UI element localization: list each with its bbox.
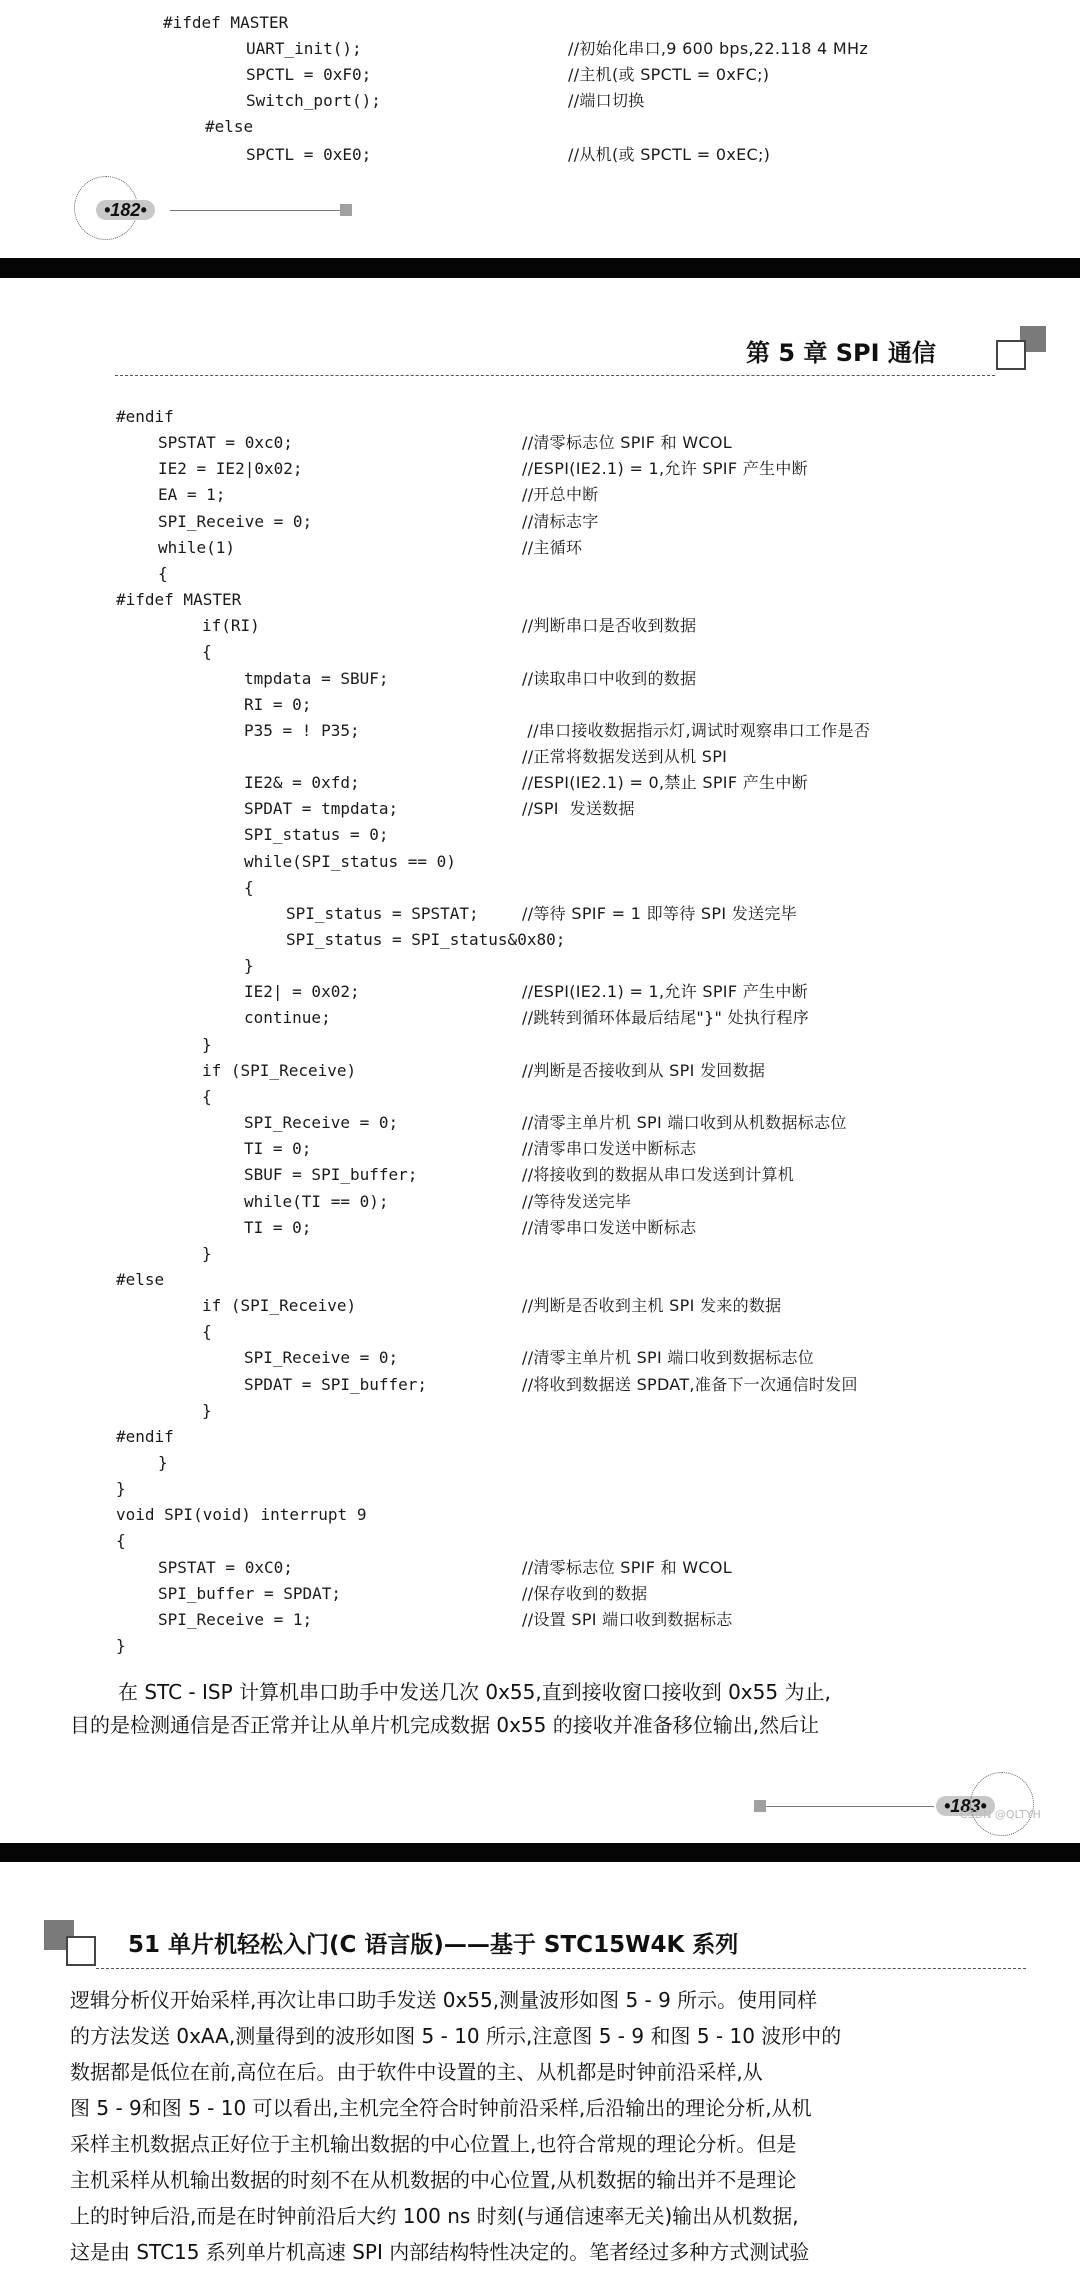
chapter-title: 第 5 章 SPI 通信: [746, 339, 936, 367]
code-comment: //判断串口是否收到数据: [522, 616, 697, 636]
page-number: •182•: [96, 200, 155, 220]
page-number-block: [66, 182, 366, 232]
code-comment: //从机(或 SPCTL = 0xEC;): [568, 145, 771, 164]
code-line: [0, 613, 1080, 639]
code-line: [0, 1241, 1080, 1267]
code-comment: //将收到数据送 SPDAT,准备下一次通信时发回: [522, 1374, 858, 1394]
paragraph-line: 上的时钟后沿,而是在时钟前沿后大约 100 ns 时刻(与通信速率无关)输出从机数据,: [70, 2204, 799, 2228]
code-text: Switch_port();: [246, 91, 381, 110]
code-text: #endif: [116, 1426, 174, 1446]
square-marker-icon: [340, 204, 352, 216]
code-line: [0, 587, 1080, 613]
code-comment: //等待发送完毕: [522, 1191, 632, 1211]
code-comment: //清标志字: [522, 511, 599, 531]
code-text: SPDAT = SPI_buffer;: [244, 1374, 428, 1394]
code-comment: //端口切换: [568, 91, 645, 110]
code-text: continue;: [244, 1008, 331, 1028]
code-line: [0, 875, 1080, 901]
code-text: SPCTL = 0xE0;: [246, 145, 372, 164]
code-comment: //清零标志位 SPIF 和 WCOL: [522, 433, 732, 453]
divider: [766, 1806, 934, 1807]
code-line: [0, 88, 1080, 114]
code-text: void SPI(void) interrupt 9: [116, 1505, 367, 1525]
code-line: [0, 666, 1080, 692]
code-line: [0, 1110, 1080, 1136]
page-184-fragment: [0, 1862, 1080, 2291]
code-comment: //初始化串口,9 600 bps,22.118 4 MHz: [568, 39, 869, 58]
code-line: [0, 822, 1080, 848]
code-text: if(RI): [202, 616, 260, 636]
code-line: [0, 1555, 1080, 1581]
page-separator: [0, 258, 1080, 278]
code-text: {: [244, 877, 254, 897]
code-text: SPDAT = tmpdata;: [244, 799, 399, 819]
code-text: SPI_Receive = 0;: [158, 511, 313, 531]
code-text: EA = 1;: [158, 485, 226, 505]
code-text: TI = 0;: [244, 1217, 312, 1237]
code-text: SPI_Receive = 0;: [244, 1348, 399, 1368]
code-text: }: [244, 956, 254, 976]
code-text: while(1): [158, 537, 236, 557]
code-line: [0, 1502, 1080, 1528]
code-text: }: [202, 1400, 212, 1420]
code-comment: //正常将数据发送到从机 SPI: [522, 746, 728, 766]
code-comment: //SPI 发送数据: [522, 799, 635, 819]
code-line: [0, 1084, 1080, 1110]
code-line: [0, 1293, 1080, 1319]
code-text: SPSTAT = 0xC0;: [158, 1557, 293, 1577]
page-182-fragment: [0, 0, 1080, 258]
code-line: [0, 1215, 1080, 1241]
page-separator: [0, 1843, 1080, 1862]
code-text: SBUF = SPI_buffer;: [244, 1165, 418, 1185]
paragraph-line: 的方法发送 0xAA,测量得到的波形如图 5 - 10 所示,注意图 5 - 9 和图 5 - 10 波形中的: [70, 2024, 842, 2048]
code-comment: //开总中断: [522, 485, 599, 505]
code-text: SPI_Receive = 1;: [158, 1609, 313, 1629]
watermark: CSDN @QLTYH: [960, 1808, 1041, 1821]
code-line: [0, 1607, 1080, 1633]
corner-square-outline-icon: [66, 1936, 96, 1966]
code-line: [0, 849, 1080, 875]
code-text: while(SPI_status == 0): [244, 851, 456, 871]
code-line: [0, 927, 1080, 953]
code-text: {: [116, 1531, 126, 1551]
code-line: [0, 1476, 1080, 1502]
code-line: [0, 979, 1080, 1005]
code-text: SPI_status = 0;: [244, 825, 389, 845]
code-text: }: [116, 1636, 126, 1656]
code-text: }: [202, 1034, 212, 1054]
code-line: [0, 1372, 1080, 1398]
code-text: RI = 0;: [244, 694, 312, 714]
code-line: [0, 953, 1080, 979]
code-line: [0, 482, 1080, 508]
code-comment: //清零主单片机 SPI 端口收到从机数据标志位: [522, 1113, 847, 1133]
code-line: [0, 10, 1080, 36]
code-line: [0, 744, 1080, 770]
code-comment: //将接收到的数据从串口发送到计算机: [522, 1165, 795, 1185]
code-comment: //判断是否收到主机 SPI 发来的数据: [522, 1296, 782, 1316]
book-title: 51 单片机轻松入门(C 语言版)——基于 STC15W4K 系列: [128, 1932, 739, 1958]
paragraph-line: 这是由 STC15 系列单片机高速 SPI 内部结构特性决定的。笔者经过多种方式测试验: [70, 2240, 810, 2264]
code-comment: //清零串口发送中断标志: [522, 1139, 697, 1159]
code-line: [0, 1528, 1080, 1554]
code-line: [0, 1424, 1080, 1450]
code-line: [0, 1189, 1080, 1215]
code-line: [0, 1058, 1080, 1084]
code-line: [0, 1450, 1080, 1476]
code-text: IE2& = 0xfd;: [244, 773, 360, 793]
code-text: SPI_Receive = 0;: [244, 1113, 399, 1133]
code-text: IE2 = IE2|0x02;: [158, 459, 303, 479]
corner-square-outline-icon: [996, 340, 1026, 370]
page-number: •183•: [936, 1796, 995, 1816]
code-line: [0, 1581, 1080, 1607]
code-line: [0, 1267, 1080, 1293]
code-comment: //清零标志位 SPIF 和 WCOL: [522, 1557, 732, 1577]
code-text: }: [158, 1453, 168, 1472]
paragraph-line: 采样主机数据点正好位于主机输出数据的中心位置上,也符合常规的理论分析。但是: [70, 2132, 797, 2156]
code-text: #ifdef MASTER: [163, 13, 289, 32]
page-183: [0, 278, 1080, 1843]
paragraph-line: 在 STC - ISP 计算机串口助手中发送几次 0x55,直到接收窗口接收到 0x55 为止,: [118, 1680, 831, 1704]
code-text: #else: [116, 1269, 165, 1289]
code-line: [0, 718, 1080, 744]
code-line: [0, 1633, 1080, 1659]
code-line: [0, 456, 1080, 482]
code-line: [0, 561, 1080, 587]
code-line: [0, 142, 1080, 168]
square-marker-icon: [754, 1800, 766, 1812]
code-comment: //判断是否接收到从 SPI 发回数据: [522, 1060, 766, 1080]
paragraph-line: 主机采样从机输出数据的时刻不在从机数据的中心位置,从机数据的输出并不是理论: [70, 2168, 797, 2192]
code-text: }: [116, 1479, 126, 1499]
code-line: [0, 639, 1080, 665]
code-text: #else: [205, 117, 254, 136]
code-line: [0, 1032, 1080, 1058]
code-text: SPI_buffer = SPDAT;: [158, 1583, 342, 1603]
code-text: SPI_status = SPI_status&0x80;: [286, 930, 566, 949]
code-line: [0, 1345, 1080, 1371]
code-text: SPSTAT = 0xc0;: [158, 433, 293, 453]
code-line: [0, 430, 1080, 456]
code-comment: //主循环: [522, 537, 583, 557]
header-rule: [96, 1968, 1026, 1970]
code-line: [0, 1319, 1080, 1345]
code-text: }: [202, 1243, 212, 1263]
code-text: if (SPI_Receive): [202, 1296, 357, 1316]
code-comment: //串口接收数据指示灯,调试时观察串口工作是否: [522, 720, 871, 740]
code-line: [0, 36, 1080, 62]
code-comment: //读取串口中收到的数据: [522, 668, 697, 688]
code-text: UART_init();: [246, 39, 362, 58]
paragraph-line: 数据都是低位在前,高位在后。由于软件中设置的主、从机都是时钟前沿采样,从: [70, 2060, 763, 2084]
code-text: TI = 0;: [244, 1139, 312, 1159]
code-line: [0, 1398, 1080, 1424]
code-line: [0, 692, 1080, 718]
code-text: P35 = ! P35;: [244, 720, 360, 740]
code-line: [0, 535, 1080, 561]
code-comment: //跳转到循环体最后结尾"}" 处执行程序: [522, 1008, 810, 1028]
paragraph-line: 目的是检测通信是否正常并让从单片机完成数据 0x55 的接收并准备移位输出,然后让: [70, 1713, 820, 1737]
code-text: while(TI == 0);: [244, 1191, 389, 1211]
code-comment: //设置 SPI 端口收到数据标志: [522, 1609, 733, 1629]
code-line: [0, 114, 1080, 140]
code-line: [0, 1162, 1080, 1188]
code-text: if (SPI_Receive): [202, 1060, 357, 1080]
paragraph-line: 图 5 - 9和图 5 - 10 可以看出,主机完全符合时钟前沿采样,后沿输出的理论分析,从机: [70, 2096, 812, 2120]
code-text: {: [158, 563, 168, 583]
code-comment: //ESPI(IE2.1) = 0,禁止 SPIF 产生中断: [522, 773, 808, 793]
divider: [170, 210, 340, 211]
paragraph-line: 逻辑分析仪开始采样,再次让串口助手发送 0x55,测量波形如图 5 - 9 所示。使用同样: [70, 1988, 818, 2012]
code-text: IE2| = 0x02;: [244, 982, 360, 1002]
code-text: tmpdata = SBUF;: [244, 668, 389, 688]
code-comment: //清零主单片机 SPI 端口收到数据标志位: [522, 1348, 815, 1368]
page-number-ornament-icon: [970, 1772, 1034, 1836]
code-line: [0, 509, 1080, 535]
code-line: [0, 796, 1080, 822]
code-text: #ifdef MASTER: [116, 590, 242, 610]
code-text: {: [202, 1086, 212, 1106]
code-comment: //主机(或 SPCTL = 0xFC;): [568, 65, 770, 84]
code-text: {: [202, 1322, 212, 1342]
code-line: [0, 770, 1080, 796]
code-text: SPCTL = 0xF0;: [246, 65, 372, 84]
code-comment: //保存收到的数据: [522, 1583, 648, 1603]
header-rule: [115, 375, 995, 377]
code-comment: //ESPI(IE2.1) = 1,允许 SPIF 产生中断: [522, 459, 808, 479]
code-line: [0, 1136, 1080, 1162]
code-line: [0, 62, 1080, 88]
code-comment: //清零串口发送中断标志: [522, 1217, 697, 1237]
code-line: [0, 1005, 1080, 1031]
code-line: [0, 901, 1080, 927]
code-comment: //等待 SPIF = 1 即等待 SPI 发送完毕: [522, 903, 797, 923]
code-comment: //ESPI(IE2.1) = 1,允许 SPIF 产生中断: [522, 982, 808, 1002]
code-text: {: [202, 642, 212, 662]
code-text: SPI_status = SPSTAT;: [286, 903, 479, 923]
code-line: [0, 404, 1080, 430]
code-text: #endif: [116, 407, 174, 426]
